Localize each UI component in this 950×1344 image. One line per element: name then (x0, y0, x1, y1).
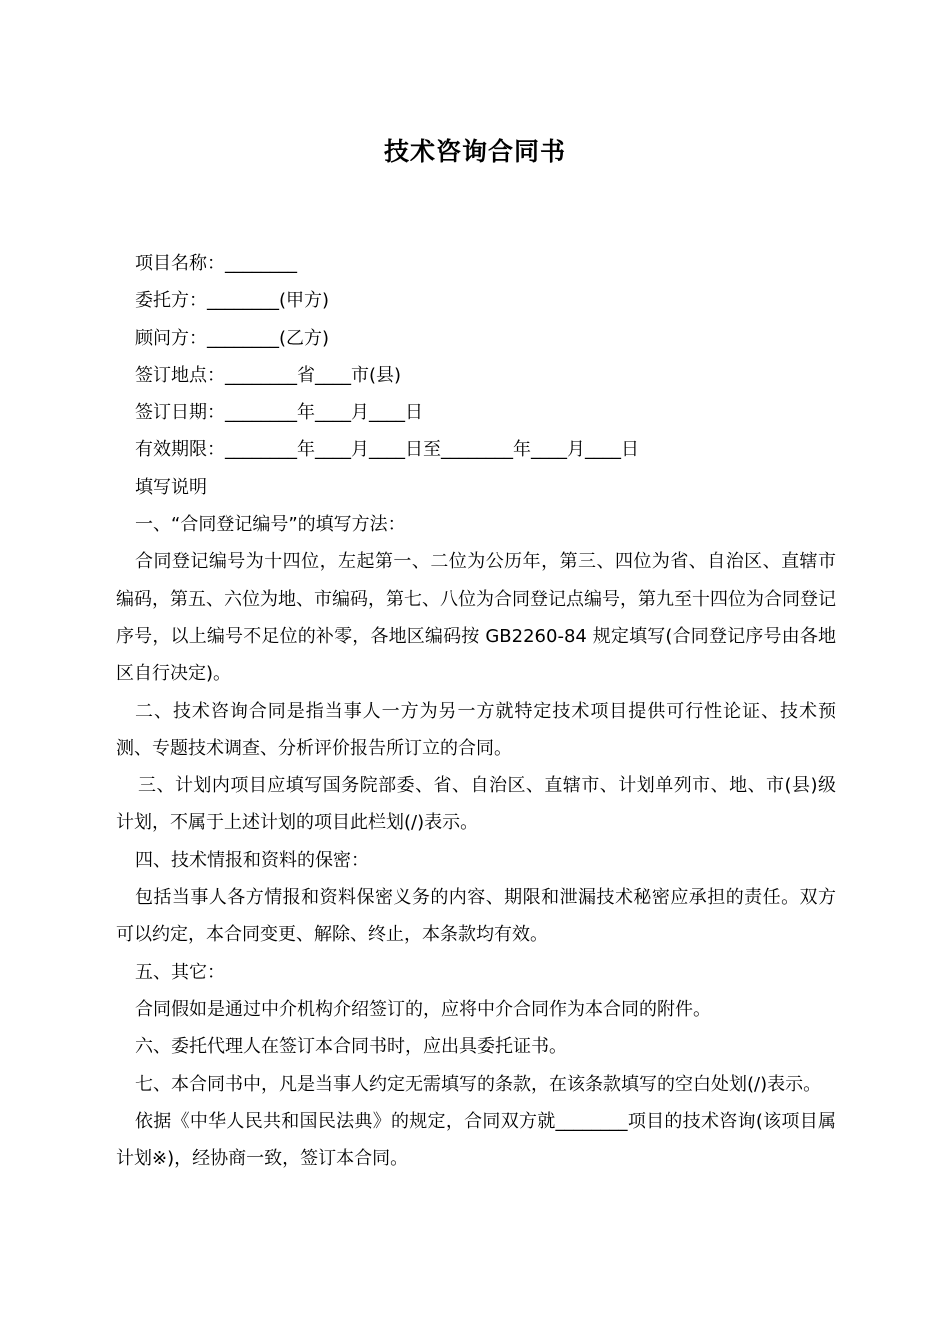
field-project-name: 项目名称：________ (135, 253, 297, 274)
field-client: 委托方：________(甲方) (135, 290, 330, 312)
instruction-6: 六、委托代理人在签订本合同书时，应出具委托证书。 (135, 1036, 567, 1058)
instruction-5-heading: 五、其它： (135, 961, 225, 983)
instruction-5-body: 合同假如是通过中介机构介绍签订的，应将中介合同作为本合同的附件。 (135, 998, 711, 1020)
document-title: 技术咨询合同书 (383, 137, 566, 166)
closing-paragraph: 依据《中华人民共和国民法典》的规定，合同双方就________项目的技术咨询(该项目属计划※)，经协商一致，签订本合同。 (116, 1110, 836, 1170)
instruction-1-body: 合同登记编号为十四位，左起第一、二位为公历年，第三、四位为省、自治区、直辖市编码，第五、六位为地、市编码，第七、八位为合同登记点编号，第九至十四位为合同登记序号，以上编号不足位的补零，各地区编码按 GB2260-84 规定填写(合同登记序号由各地区自行决定)。 (116, 551, 836, 685)
instruction-1-heading: 一、“合同登记编号”的填写方法： (135, 514, 406, 536)
document-body (116, 245, 836, 1177)
field-consultant: 顾问方：________(乙方) (135, 327, 330, 349)
field-signing-place: 签订地点：________省____市(县) (135, 364, 402, 386)
instruction-4-heading: 四、技术情报和资料的保密： (135, 849, 369, 871)
field-signing-date: 签订日期：________年____月____日 (135, 402, 423, 424)
instruction-2: 二、技术咨询合同是指当事人一方为另一方就特定技术项目提供可行性论证、技术预测、专题技术调查、分析评价报告所订立的合同。 (116, 700, 836, 759)
field-validity-period: 有效期限：________年____月____日至________年____月____日 (135, 439, 639, 461)
instructions-heading: 填写说明 (135, 476, 207, 498)
instruction-3: 三、计划内项目应填写国务院部委、省、自治区、直辖市、计划单列市、地、市(县)级计划，不属于上述计划的项目此栏划(/)表示。 (116, 775, 836, 834)
instruction-7: 七、本合同书中，凡是当事人约定无需填写的条款，在该条款填写的空白处划(/)表示。 (135, 1073, 822, 1095)
instruction-4-body: 包括当事人各方情报和资料保密义务的内容、期限和泄漏技术秘密应承担的责任。双方可以约定，本合同变更、解除、终止，本条款均有效。 (116, 887, 836, 946)
